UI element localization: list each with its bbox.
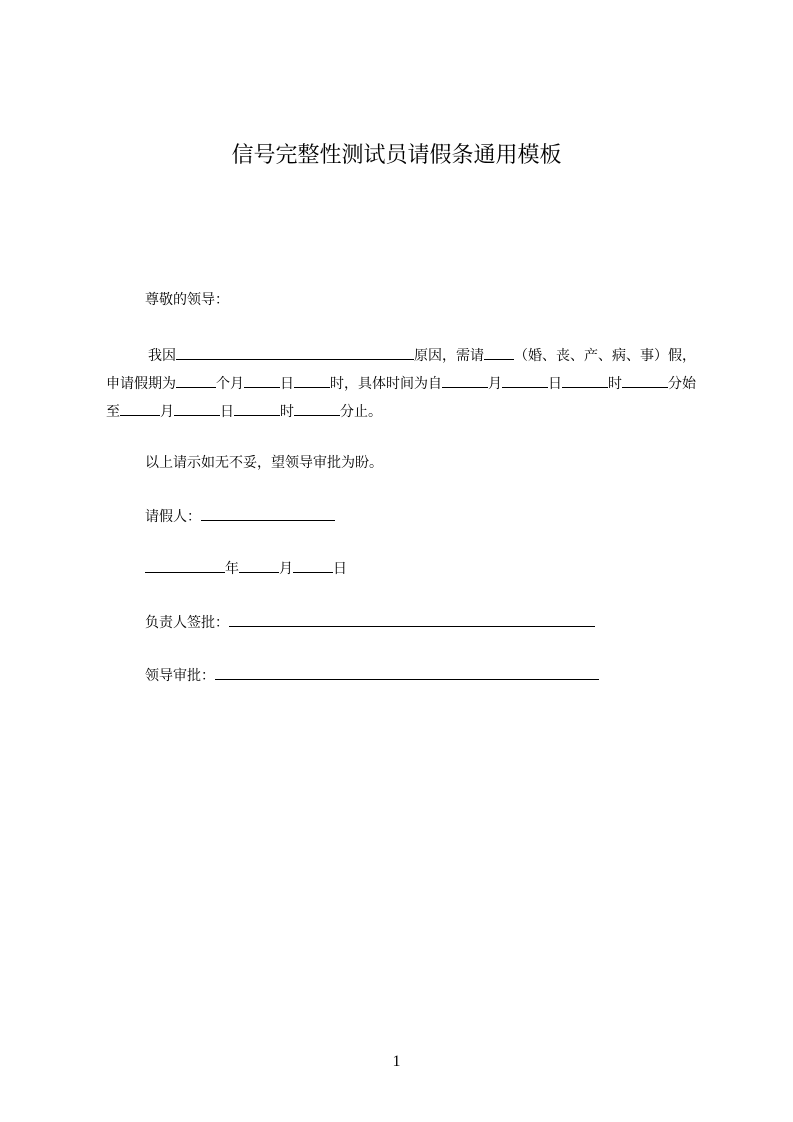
start-month-blank[interactable] [442, 372, 488, 388]
body-text-7: 月 [488, 376, 502, 392]
month-blank[interactable] [239, 557, 279, 573]
start-minute-blank[interactable] [622, 372, 668, 388]
body-text-3: （婚、丧、产、病、事）假，申请假期为 [106, 348, 696, 392]
year-blank[interactable] [145, 557, 225, 573]
body-text-11: 月 [160, 404, 174, 420]
leave-type-blank[interactable] [484, 344, 514, 360]
day-label: 日 [333, 561, 347, 577]
leave-request-body [106, 342, 696, 426]
end-hour-blank[interactable] [234, 400, 280, 416]
leader-row [145, 664, 599, 688]
supervisor-label: 负责人签批： [145, 615, 229, 631]
body-text-9: 时 [608, 376, 622, 392]
body-text-2: 原因，需请 [414, 348, 484, 364]
closing-text: 以上请示如无不妥，望领导审批为盼。 [145, 455, 383, 471]
months-blank[interactable] [176, 372, 216, 388]
salutation: 尊敬的领导： [145, 292, 229, 308]
day-blank[interactable] [293, 557, 333, 573]
body-text-1: 我因 [148, 348, 176, 364]
body-text-4: 个月 [216, 376, 244, 392]
end-minute-blank[interactable] [294, 400, 340, 416]
body-text-13: 时 [280, 404, 294, 420]
days-blank[interactable] [244, 372, 280, 388]
end-day-blank[interactable] [174, 400, 220, 416]
applicant-label: 请假人： [145, 509, 201, 525]
reason-blank[interactable] [176, 344, 414, 360]
supervisor-row [145, 611, 595, 635]
applicant-signature-blank[interactable] [201, 505, 335, 521]
end-month-blank[interactable] [120, 400, 160, 416]
body-text-12: 日 [220, 404, 234, 420]
body-text-14: 分止。 [340, 404, 382, 420]
month-label: 月 [279, 561, 293, 577]
page-title: 信号完整性测试员请假条通用模板 [231, 143, 562, 168]
date-row [145, 557, 347, 581]
body-text-10: 分始至 [106, 376, 696, 420]
leader-signature-blank[interactable] [215, 664, 599, 680]
year-label: 年 [225, 561, 239, 577]
page-number: 1 [392, 1053, 401, 1070]
supervisor-signature-blank[interactable] [229, 611, 595, 627]
body-text-5: 日 [280, 376, 294, 392]
leader-label: 领导审批： [145, 668, 215, 684]
start-day-blank[interactable] [502, 372, 548, 388]
body-text-6: 时，具体时间为自 [330, 376, 442, 392]
applicant-row [145, 505, 335, 529]
hours-blank[interactable] [294, 372, 330, 388]
start-hour-blank[interactable] [562, 372, 608, 388]
body-text-8: 日 [548, 376, 562, 392]
